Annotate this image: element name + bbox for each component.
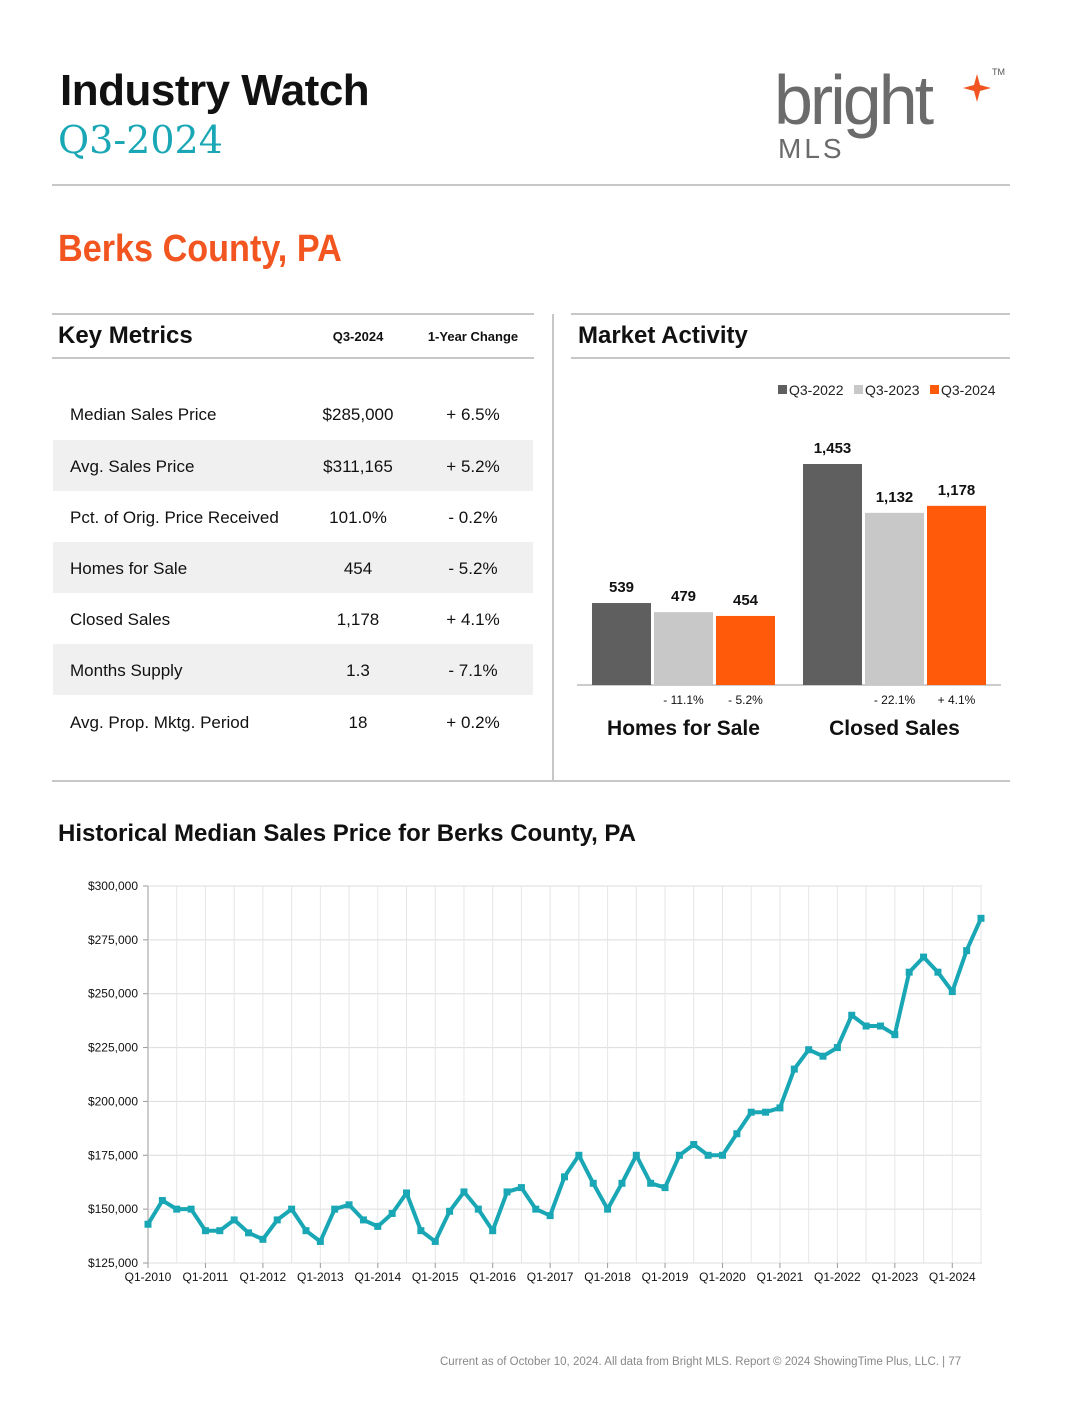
metric-label: Closed Sales: [70, 610, 171, 629]
data-point: [719, 1152, 726, 1159]
metrics-col-period: Q3-2024: [332, 329, 384, 344]
legend-label: Q3-2023: [865, 382, 920, 398]
metric-label: Avg. Prop. Mktg. Period: [70, 713, 250, 732]
bar-value-label: 1,132: [875, 488, 914, 506]
metric-row: [53, 440, 533, 491]
metrics-top-rule: [52, 313, 534, 315]
data-point: [647, 1180, 654, 1187]
y-tick-label: $150,000: [87, 1202, 138, 1217]
y-tick-label: $125,000: [87, 1256, 138, 1270]
data-point: [288, 1206, 295, 1213]
metric-label: Months Supply: [70, 661, 183, 680]
data-point: [978, 915, 985, 922]
y-tick-label: $300,000: [87, 879, 138, 893]
data-point: [906, 969, 913, 976]
activity-header-rule: [571, 357, 1010, 359]
metric-value: $285,000: [322, 405, 394, 424]
data-point: [432, 1238, 439, 1245]
metric-row: [53, 542, 533, 593]
bar: [716, 616, 775, 685]
data-point: [389, 1210, 396, 1217]
data-point: [791, 1066, 798, 1073]
x-tick-label: Q1-2022: [814, 1270, 861, 1284]
historical-median-chart: [40, 870, 1000, 1290]
bar-pct-change: - 22.1%: [873, 693, 916, 707]
bar-value-label: 479: [670, 588, 697, 606]
bar: [654, 612, 713, 685]
data-point: [561, 1173, 568, 1180]
data-point: [274, 1216, 281, 1223]
metric-label: Avg. Sales Price: [70, 457, 195, 476]
data-point: [848, 1012, 855, 1019]
bar-category-label: Closed Sales: [829, 717, 960, 740]
bar: [927, 506, 986, 685]
data-point: [331, 1206, 338, 1213]
metric-value: 1.3: [346, 661, 370, 680]
metric-label: Pct. of Orig. Price Received: [70, 508, 279, 527]
footer-note: Current as of October 10, 2024. All data from Bright MLS. Report © 2024 ShowingTime Plus, LLC. | 77: [440, 1356, 962, 1368]
data-point: [604, 1206, 611, 1213]
x-tick-label: Q1-2018: [584, 1270, 631, 1284]
metric-label: Median Sales Price: [70, 405, 217, 424]
x-tick-label: Q1-2012: [239, 1270, 287, 1284]
bar-value-label: 539: [608, 579, 635, 597]
data-point: [259, 1236, 266, 1243]
data-point: [877, 1023, 884, 1030]
x-tick-label: Q1-2016: [469, 1270, 517, 1284]
metrics-col-change: 1-Year Change: [427, 329, 519, 344]
metric-change: + 6.5%: [446, 405, 500, 424]
bar-value-label: 1,453: [813, 440, 852, 457]
metric-value: 454: [343, 559, 373, 578]
data-point: [518, 1184, 525, 1191]
metric-value: 1,178: [336, 610, 380, 629]
x-tick-label: Q1-2024: [928, 1270, 976, 1284]
market-activity-heading: Market Activity: [578, 322, 748, 349]
data-point: [504, 1188, 511, 1195]
y-tick-label: $275,000: [87, 932, 138, 947]
data-point: [963, 947, 970, 954]
data-point: [891, 1031, 898, 1038]
data-point: [762, 1109, 769, 1116]
legend-swatch: [930, 385, 939, 394]
plot-area: [148, 886, 981, 1263]
data-point: [231, 1216, 238, 1223]
metric-change: - 5.2%: [448, 559, 498, 578]
legend-label: Q3-2024: [941, 382, 996, 398]
metric-row: [53, 491, 533, 542]
page-title: Industry Watch: [60, 66, 370, 115]
x-tick-label: Q1-2017: [526, 1270, 574, 1284]
data-point: [705, 1152, 712, 1159]
x-tick-label: Q1-2019: [641, 1270, 689, 1284]
data-point: [618, 1180, 625, 1187]
metric-row: [53, 696, 533, 747]
metric-change: - 7.1%: [448, 661, 498, 680]
y-tick-label: $225,000: [87, 1040, 138, 1055]
data-point: [575, 1152, 582, 1159]
y-tick-label: $200,000: [87, 1094, 138, 1109]
x-tick-label: Q1-2011: [182, 1270, 229, 1284]
legend-swatch: [778, 385, 787, 394]
logo-star-icon: [963, 74, 991, 102]
x-tick-label: Q1-2013: [296, 1270, 344, 1284]
historical-chart-title: Historical Median Sales Price for Berks County, PA: [58, 820, 636, 847]
metric-row: [53, 593, 533, 644]
county-title: Berks County, PA: [58, 228, 342, 270]
metrics-header-rule: [52, 357, 534, 359]
market-activity-chart: [571, 370, 1010, 750]
metric-row: [53, 388, 533, 439]
bar: [865, 513, 924, 685]
data-point: [475, 1206, 482, 1213]
data-point: [159, 1197, 166, 1204]
data-point: [805, 1046, 812, 1053]
x-tick-label: Q1-2010: [124, 1270, 172, 1284]
metric-value: 101.0%: [329, 508, 387, 527]
bar-pct-change: - 5.2%: [728, 693, 763, 707]
data-point: [820, 1053, 827, 1060]
data-point: [676, 1152, 683, 1159]
bar-pct-change: - 11.1%: [663, 693, 704, 707]
data-point: [216, 1227, 223, 1234]
metric-row: [53, 644, 533, 695]
bright-mls-logo: [772, 62, 1012, 172]
data-point: [346, 1201, 353, 1208]
data-point: [489, 1227, 496, 1234]
data-point: [245, 1229, 252, 1236]
section-divider: [552, 314, 554, 782]
data-point: [188, 1206, 195, 1213]
bar-value-label: 1,178: [937, 481, 976, 499]
metric-value: 18: [348, 713, 368, 732]
x-tick-label: Q1-2014: [354, 1270, 402, 1284]
data-point: [403, 1189, 410, 1196]
logo-sub: MLS: [778, 133, 845, 164]
metric-change: + 0.2%: [446, 713, 500, 732]
data-point: [360, 1216, 367, 1223]
data-point: [748, 1109, 755, 1116]
data-point: [417, 1227, 424, 1234]
data-point: [374, 1223, 381, 1230]
logo-wordmark: bright: [774, 62, 932, 139]
bar-category-label: Homes for Sale: [607, 717, 760, 740]
x-tick-label: Q1-2023: [871, 1270, 919, 1284]
activity-top-rule: [571, 313, 1010, 315]
key-metrics-heading: Key Metrics: [58, 322, 193, 349]
data-point: [920, 954, 927, 961]
data-point: [934, 969, 941, 976]
bar-pct-change: + 4.1%: [937, 693, 976, 707]
x-tick-label: Q1-2015: [411, 1270, 459, 1284]
metric-change: + 4.1%: [446, 610, 500, 629]
report-quarter: Q3-2024: [58, 118, 223, 162]
x-tick-label: Q1-2020: [699, 1270, 746, 1284]
data-point: [173, 1206, 180, 1213]
logo-tm: TM: [992, 67, 1005, 77]
x-tick-label: Q1-2021: [756, 1270, 804, 1284]
data-point: [863, 1023, 870, 1030]
data-point: [690, 1141, 697, 1148]
y-tick-label: $250,000: [87, 986, 138, 1001]
legend-swatch: [854, 385, 863, 394]
y-tick-label: $175,000: [87, 1148, 138, 1163]
data-point: [949, 988, 956, 995]
data-point: [145, 1221, 152, 1228]
metric-change: + 5.2%: [446, 457, 500, 476]
data-point: [590, 1180, 597, 1187]
data-point: [662, 1184, 669, 1191]
legend-label: Q3-2022: [789, 382, 844, 398]
bar-value-label: 454: [732, 591, 759, 609]
data-point: [317, 1238, 324, 1245]
data-point: [202, 1227, 209, 1234]
mid-divider: [52, 780, 1010, 782]
data-point: [532, 1206, 539, 1213]
data-point: [834, 1044, 841, 1051]
bar: [803, 464, 862, 685]
data-point: [633, 1152, 640, 1159]
metric-label: Homes for Sale: [70, 559, 188, 578]
data-point: [547, 1212, 554, 1219]
data-point: [460, 1188, 467, 1195]
header-divider: [52, 184, 1010, 186]
metric-change: - 0.2%: [448, 508, 498, 527]
data-point: [733, 1130, 740, 1137]
data-point: [446, 1208, 453, 1215]
data-point: [302, 1227, 309, 1234]
data-point: [776, 1104, 783, 1111]
metric-value: $311,165: [323, 457, 393, 476]
bar: [592, 603, 651, 685]
